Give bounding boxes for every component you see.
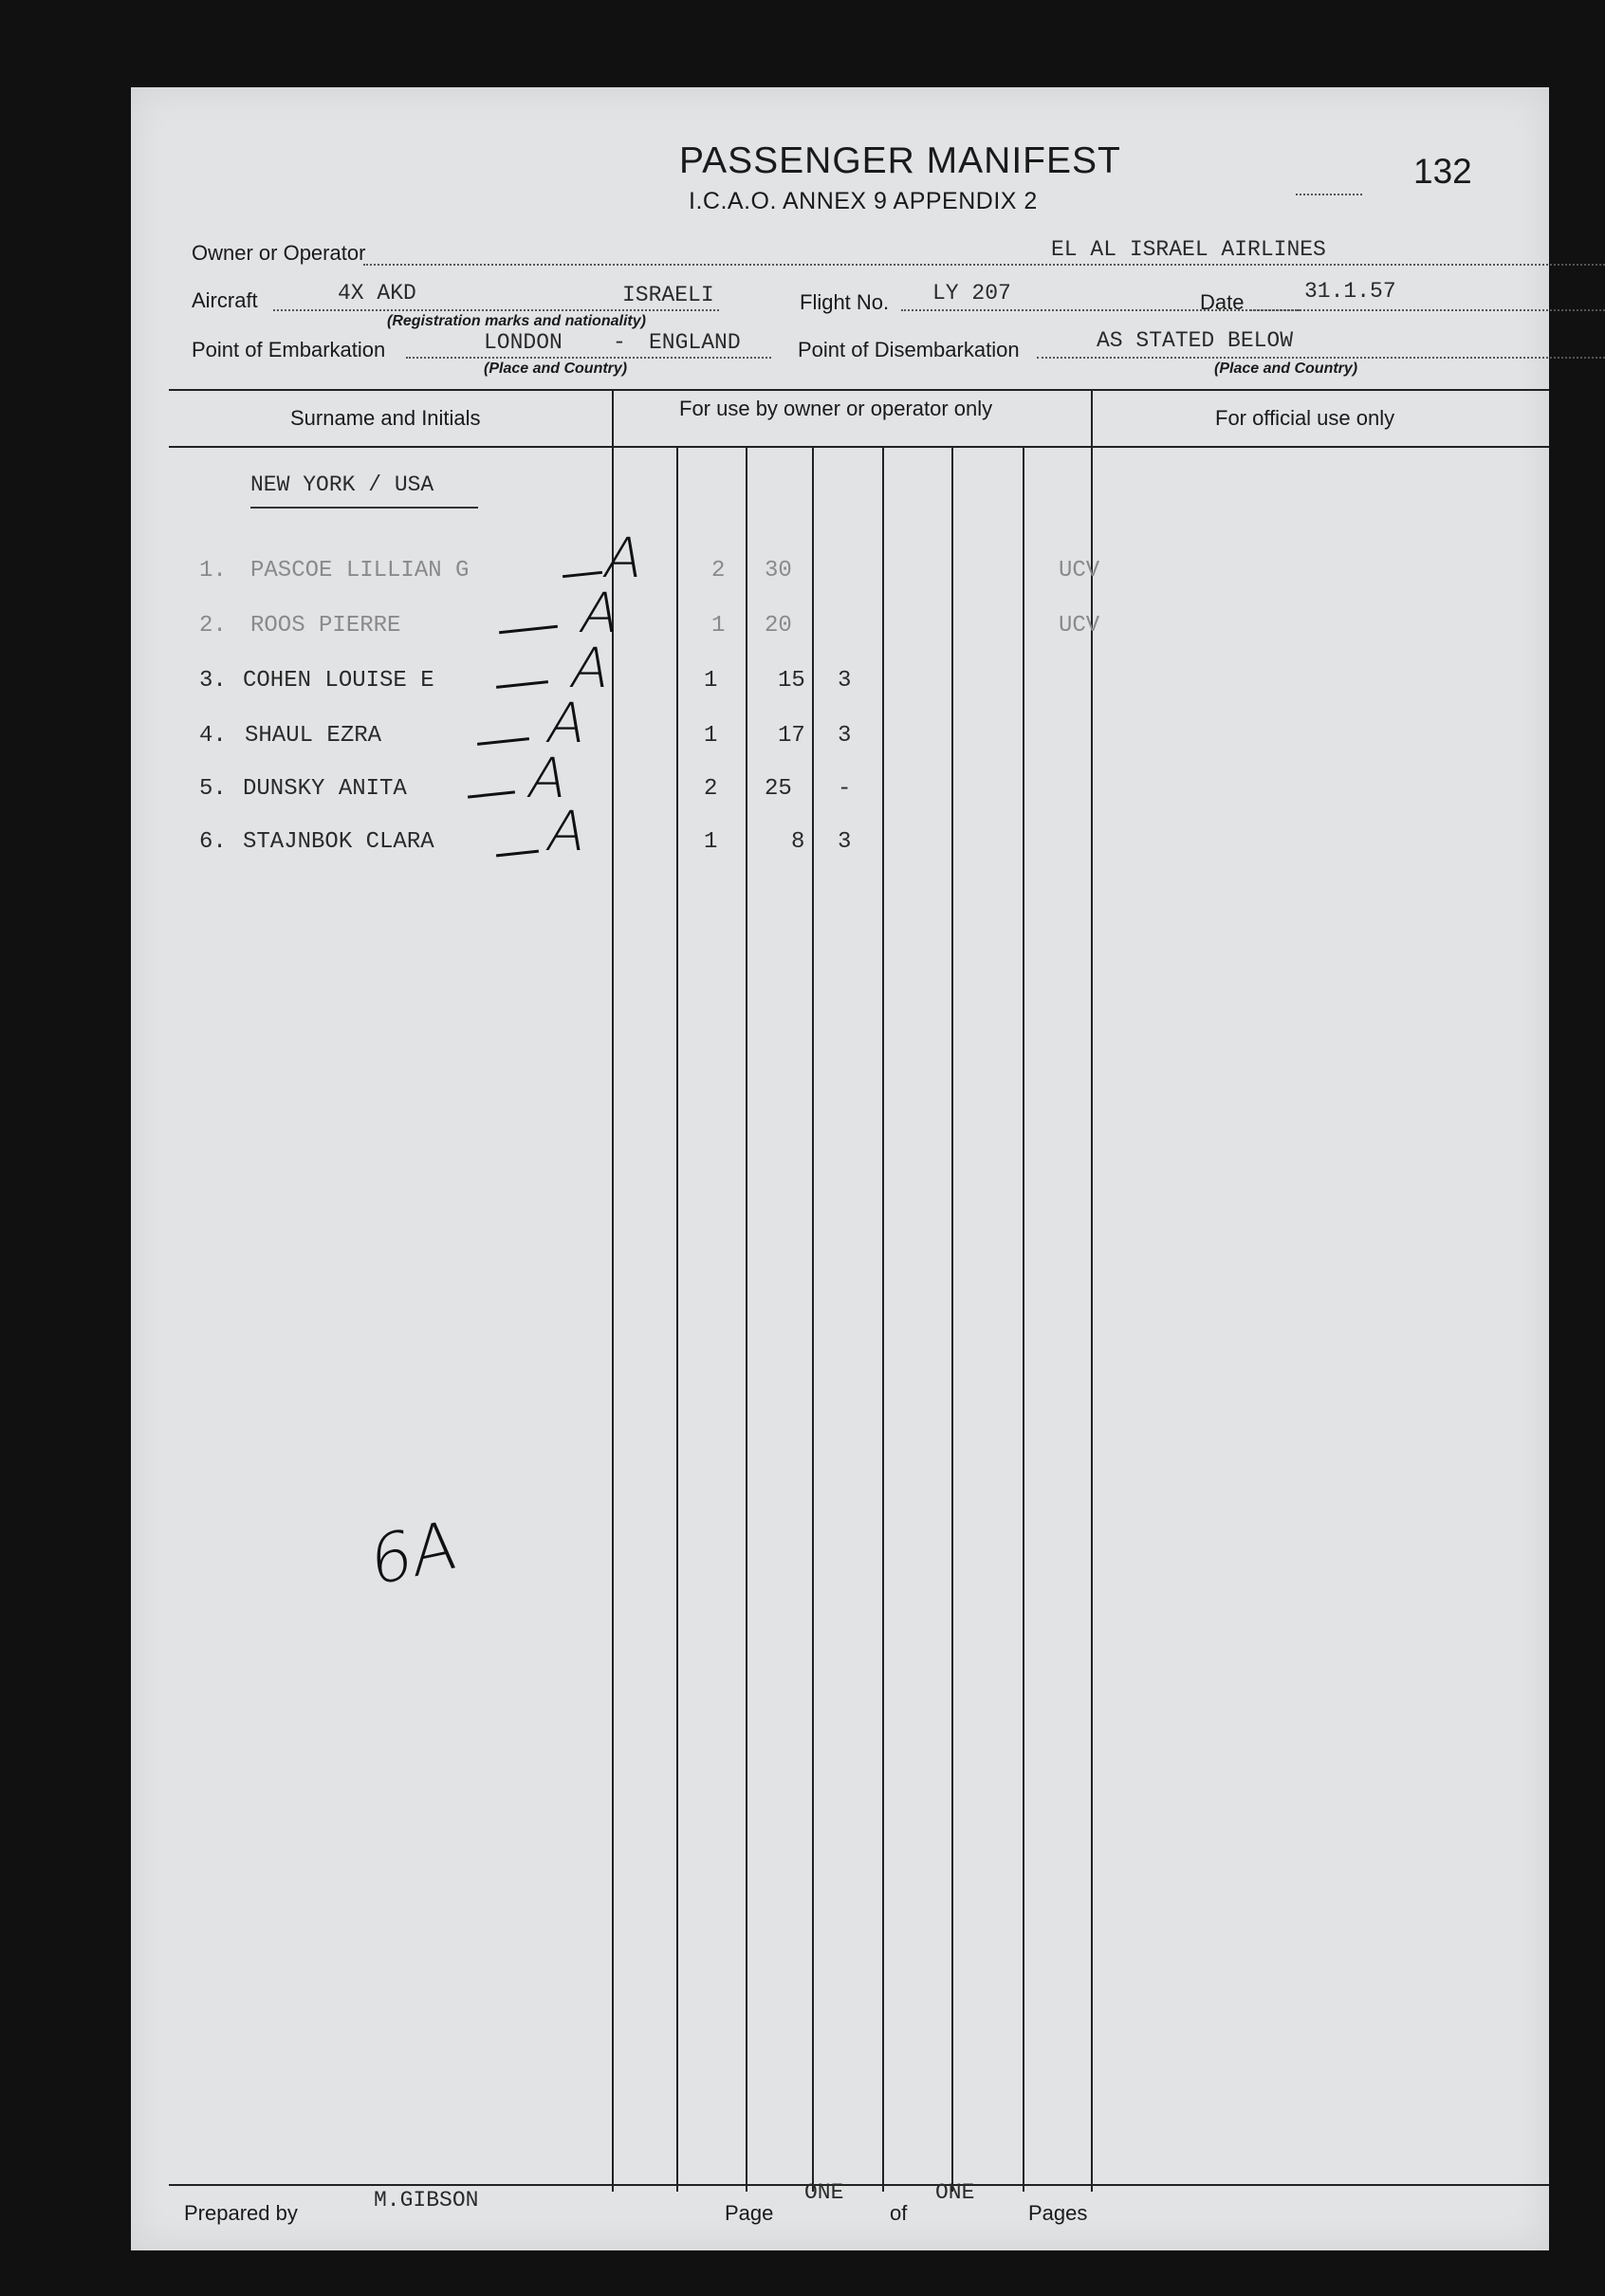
page-number-dash (1296, 194, 1362, 195)
embarkation-separator: - (613, 330, 626, 355)
page-subtitle: I.C.A.O. ANNEX 9 APPENDIX 2 (689, 188, 1038, 214)
cell-col1: 1 (704, 829, 718, 855)
handwritten-mark: A (564, 636, 617, 700)
col-divider-6 (951, 446, 953, 2192)
handwritten-mark: A (598, 526, 650, 590)
handwritten-mark: A (541, 799, 593, 863)
cell-col1: 1 (704, 668, 718, 694)
embarkation-city: LONDON (484, 330, 563, 355)
col-divider-4 (812, 446, 814, 2192)
flight-value: LY 207 (932, 281, 1011, 306)
passenger-name: DUNSKY ANITA (243, 776, 407, 802)
cell-col3: 3 (838, 723, 852, 749)
date-label: Date (1200, 290, 1245, 314)
col-divider-2 (676, 446, 678, 2192)
passenger-name: COHEN LOUISE E (243, 668, 434, 694)
disembarkation-value: AS STATED BELOW (1097, 328, 1294, 353)
col-header-official: For official use only (1215, 406, 1395, 430)
row-number: 1. (199, 558, 227, 583)
cell-col2: 17 (778, 723, 805, 749)
place-note-left: (Place and Country) (484, 361, 628, 377)
cell-col1: 1 (704, 723, 718, 749)
prepared-by-label: Prepared by (184, 2201, 298, 2225)
cell-col2: 25 (765, 776, 792, 802)
destination-underline (250, 507, 478, 509)
cell-col2: 30 (765, 558, 792, 583)
date-dots (1250, 309, 1605, 311)
col-divider-3 (746, 446, 747, 2192)
row-note: UCV (1059, 613, 1100, 639)
row-number: 4. (199, 723, 227, 749)
disembarkation-dots (1037, 357, 1605, 359)
aircraft-label: Aircraft (192, 288, 258, 312)
tick-dash (499, 625, 558, 634)
manifest-sheet (131, 87, 1549, 2250)
handwritten-mark: A (574, 581, 626, 645)
owner-label: Owner or Operator (192, 241, 366, 265)
page-number: 132 (1413, 152, 1472, 191)
handwritten-mark: A (522, 746, 574, 810)
cell-col3: 3 (838, 829, 852, 855)
cell-col1: 1 (711, 613, 726, 639)
col-header-owner: For use by owner or operator only (679, 397, 993, 420)
tick-dash (477, 737, 529, 746)
tick-dash (496, 850, 539, 858)
cell-col2: 8 (791, 829, 805, 855)
cell-col2: 15 (778, 668, 805, 694)
col-divider-7 (1023, 446, 1024, 2192)
of-label: of (890, 2201, 908, 2225)
passenger-name: ROOS PIERRE (250, 613, 401, 639)
row-number: 2. (199, 613, 227, 639)
tick-dash (496, 680, 548, 689)
col-divider-1 (612, 389, 614, 2192)
passenger-name: STAJNBOK CLARA (243, 829, 434, 855)
table-top-rule (169, 389, 1549, 391)
col-header-surname: Surname and Initials (290, 406, 481, 430)
place-note-right: (Place and Country) (1214, 361, 1358, 377)
passenger-name: SHAUL EZRA (245, 723, 382, 749)
embarkation-dots (406, 357, 771, 359)
aircraft-registration: 4X AKD (338, 281, 416, 306)
page-title: PASSENGER MANIFEST (679, 140, 1121, 181)
owner-value: EL AL ISRAEL AIRLINES (1051, 237, 1326, 262)
flight-label: Flight No. (800, 290, 890, 314)
page-label: Page (725, 2201, 774, 2225)
col-divider-5 (882, 446, 884, 2192)
footer-rule (169, 2184, 1549, 2186)
destination-heading: NEW YORK / USA (250, 472, 434, 497)
col-divider-official (1091, 389, 1093, 2192)
cell-col1: 2 (704, 776, 718, 802)
cell-col3: - (838, 776, 852, 802)
cell-col2: 20 (765, 613, 792, 639)
page-value: ONE (804, 2180, 844, 2205)
row-number: 6. (199, 829, 227, 855)
tick-dash (563, 571, 602, 578)
date-value: 31.1.57 (1304, 279, 1396, 304)
tick-dash (468, 790, 515, 798)
registration-note: (Registration marks and nationality) (387, 313, 646, 329)
passenger-name: PASCOE LILLIAN G (250, 558, 470, 583)
owner-dots (363, 264, 1605, 266)
table-header-rule (169, 446, 1549, 448)
disembarkation-label: Point of Disembarkation (798, 338, 1020, 361)
embarkation-label: Point of Embarkation (192, 338, 386, 361)
aircraft-nationality: ISRAELI (622, 283, 714, 307)
cell-col3: 3 (838, 668, 852, 694)
prepared-by-value: M.GIBSON (374, 2188, 479, 2213)
aircraft-dots (273, 309, 719, 311)
embarkation-country: ENGLAND (649, 330, 741, 355)
cell-col1: 2 (711, 558, 726, 583)
row-number: 5. (199, 776, 227, 802)
handwritten-mark: A (541, 691, 593, 755)
row-note: UCV (1059, 558, 1100, 583)
pages-label: Pages (1028, 2201, 1088, 2225)
row-number: 3. (199, 668, 227, 694)
of-value: ONE (935, 2180, 975, 2205)
handwritten-count-annotation: 6A (369, 1504, 458, 1602)
